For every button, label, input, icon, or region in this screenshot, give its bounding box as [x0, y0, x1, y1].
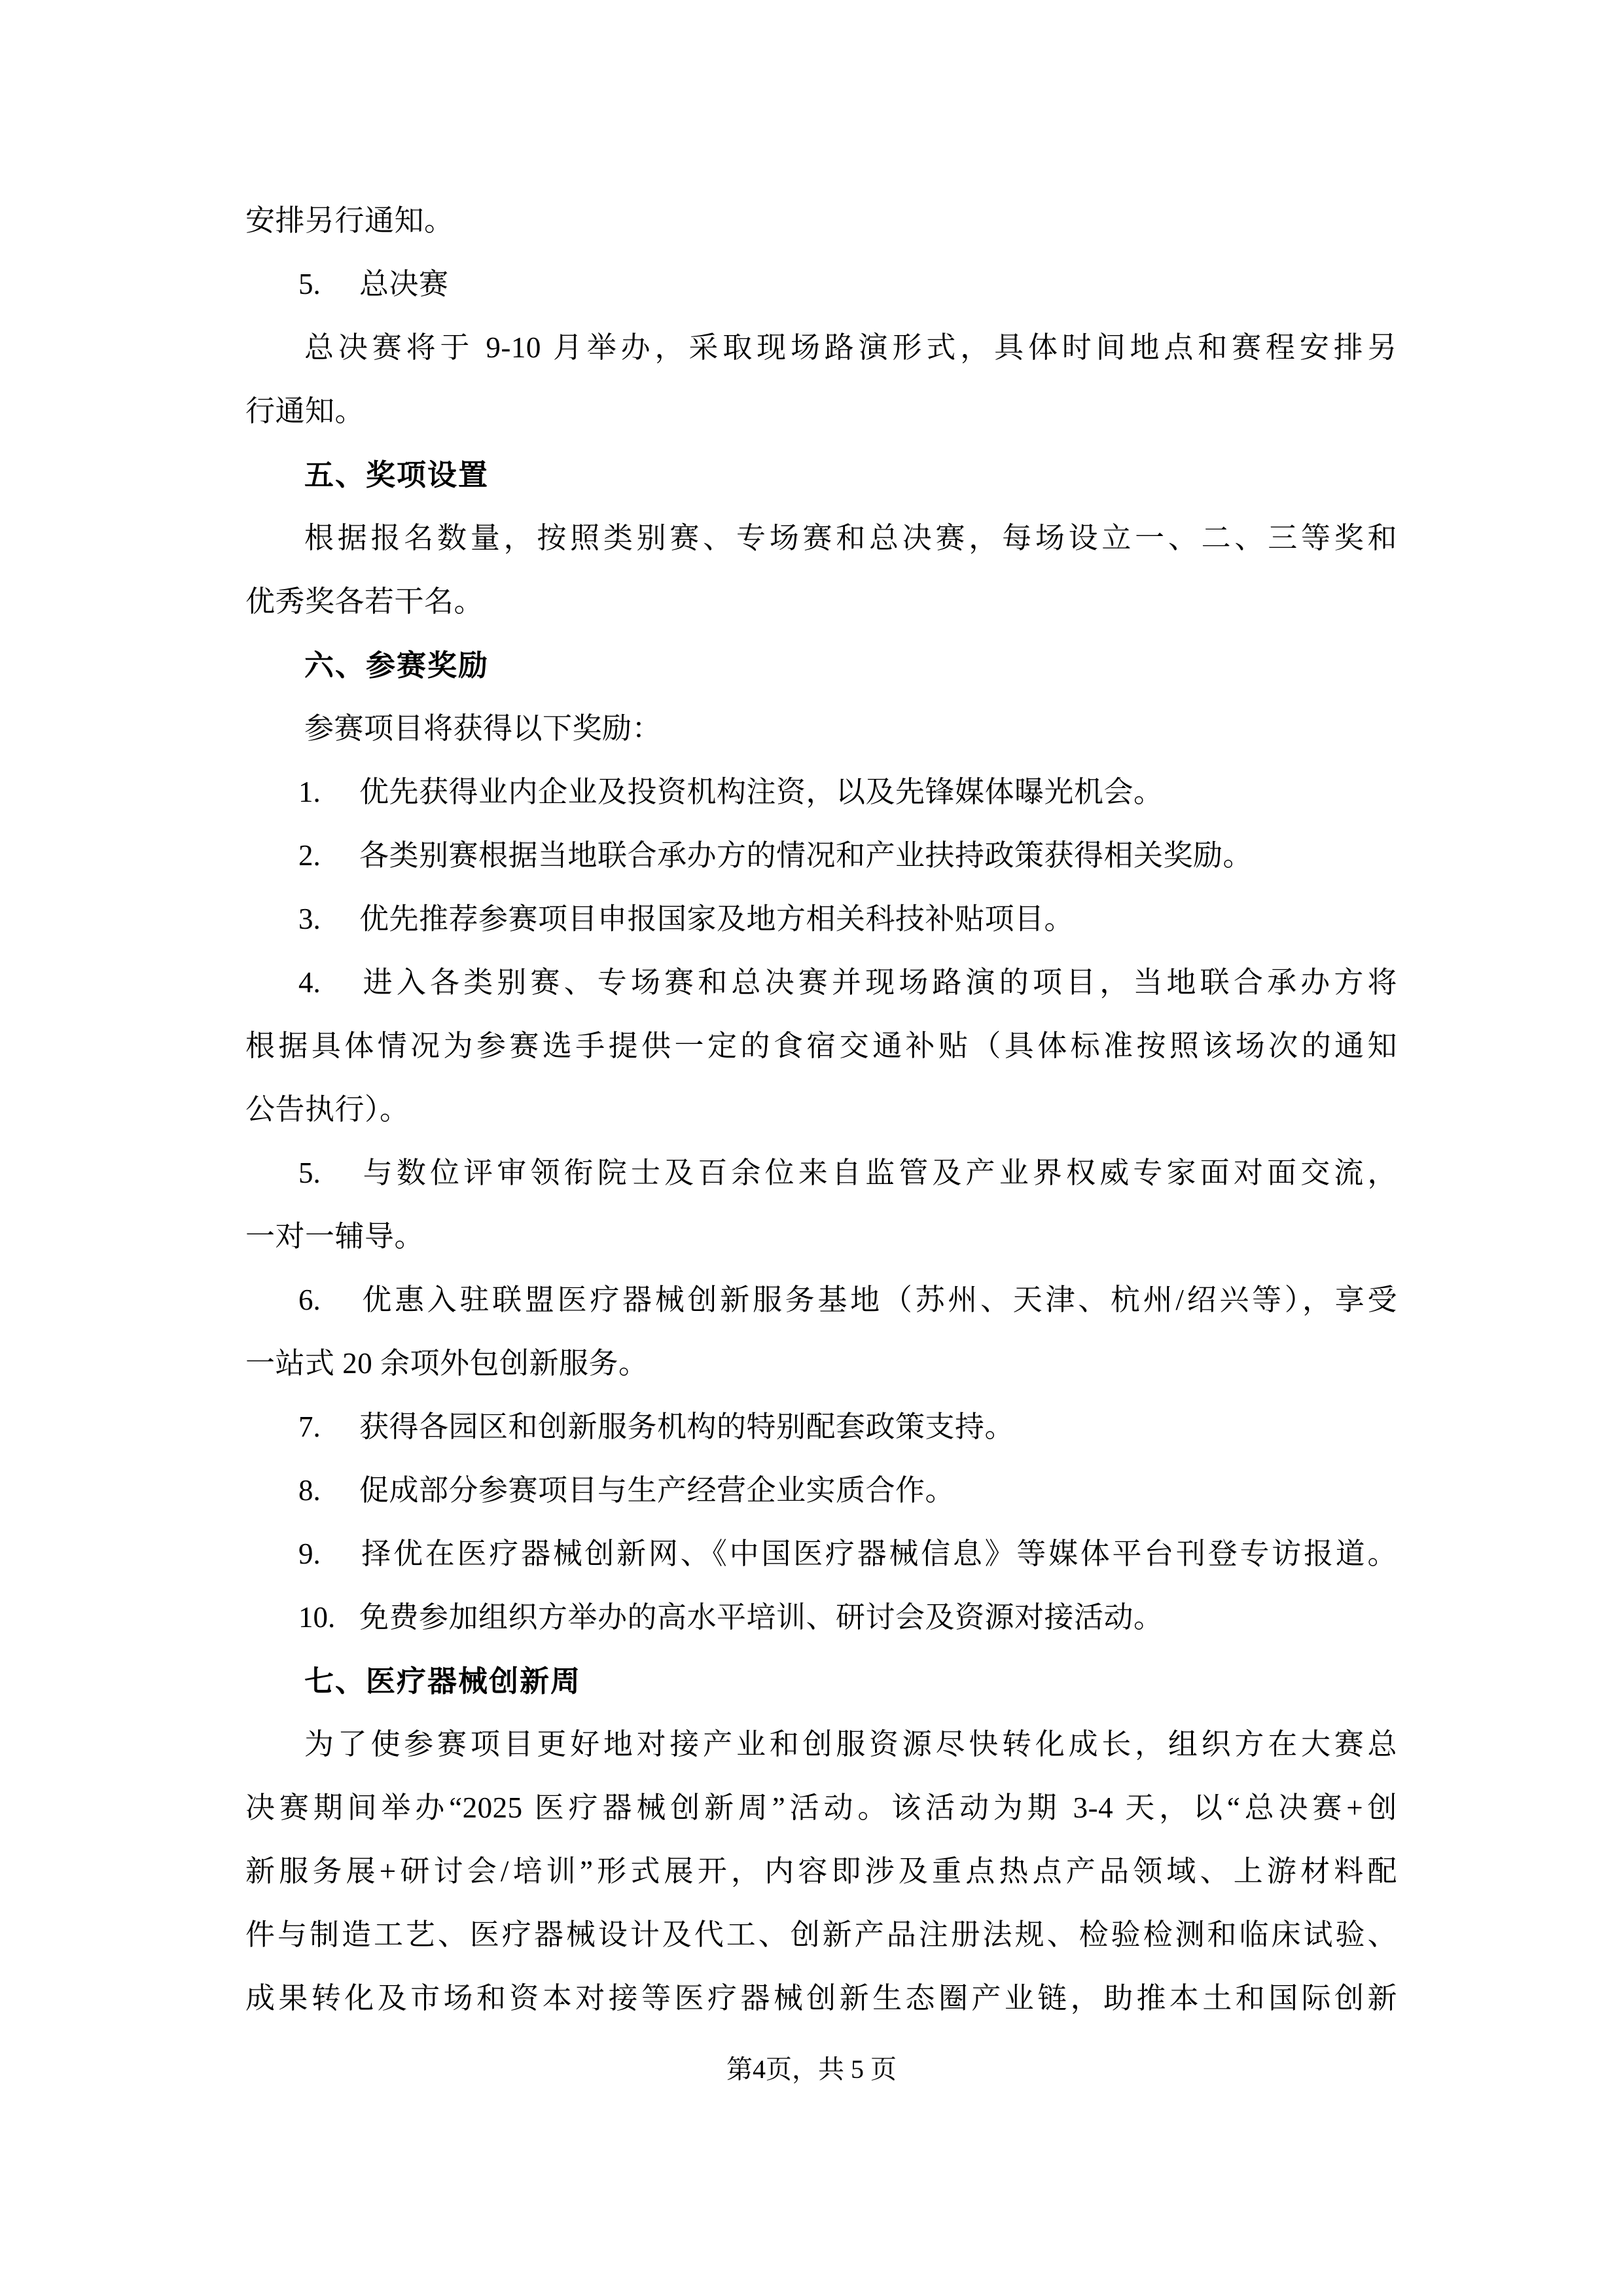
- list-item: [245, 1268, 1397, 1332]
- text-line: 一对一辅导。: [245, 1220, 425, 1253]
- text-line: 总决赛将于 9-10 月举办，采取现场路演形式，具体时间地点和赛程安排另: [304, 331, 1397, 364]
- list-text: 优先推荐参赛项目申报国家及地方相关科技补贴项目。: [359, 903, 1075, 935]
- list-text: 优先获得业内企业及投资机构注资，以及先锋媒体曝光机会。: [359, 776, 1164, 808]
- list-number: 6.: [298, 1283, 321, 1316]
- list-number: 7.: [298, 1410, 321, 1443]
- text-line: 优秀奖各若干名。: [245, 585, 484, 618]
- list-text: 各类别赛根据当地联合承办方的情况和产业扶持政策获得相关奖励。: [359, 839, 1253, 872]
- list-number: 5.: [298, 268, 321, 300]
- page-number-footer: 第4页，共 5 页: [726, 2054, 897, 2084]
- list-item: [245, 1522, 1397, 1586]
- list-number: 10.: [298, 1601, 336, 1634]
- text-line: 一站式 20 余项外包创新服务。: [245, 1347, 649, 1380]
- list-number: 8.: [298, 1474, 321, 1507]
- document-body: [245, 189, 1397, 2030]
- list-text: 免费参加组织方举办的高水平培训、研讨会及资源对接活动。: [359, 1601, 1164, 1634]
- list-text: 优惠入驻联盟医疗器械创新服务基地（苏州、天津、杭州/绍兴等），享受: [359, 1283, 1397, 1316]
- list-number: 4.: [298, 966, 321, 999]
- list-item: [245, 1141, 1397, 1205]
- list-text: 择优在医疗器械创新网、《中国医疗器械信息》等媒体平台刊登专访报道。: [359, 1537, 1397, 1570]
- list-item: [245, 951, 1397, 1014]
- section-heading: 七、医疗器械创新周: [304, 1664, 582, 1698]
- list-text: 总决赛: [359, 268, 449, 300]
- list-number: 5.: [298, 1157, 321, 1189]
- text-line: 新服务展+研讨会/培训”形式展开，内容即涉及重点热点产品领域、上游材料配: [245, 1855, 1397, 1888]
- list-item: [245, 1586, 1397, 1649]
- list-number: 1.: [298, 776, 321, 808]
- list-item: [245, 824, 1397, 888]
- text-line: 根据具体情况为参赛选手提供一定的食宿交通补贴（具体标准按照该场次的通知: [245, 1030, 1397, 1062]
- text-line: 件与制造工艺、医疗器械设计及代工、创新产品注册法规、检验检测和临床试验、: [245, 1918, 1397, 1951]
- list-text: 促成部分参赛项目与生产经营企业实质合作。: [359, 1474, 955, 1507]
- list-item: [245, 1395, 1397, 1459]
- list-item: [245, 1459, 1397, 1522]
- list-text: 与数位评审领衔院士及百余位来自监管及产业界权威专家面对面交流，: [359, 1157, 1397, 1189]
- text-line: 安排另行通知。: [245, 204, 454, 237]
- section-heading: 五、奖项设置: [304, 458, 490, 492]
- text-line: 行通知。: [245, 395, 365, 427]
- text-line: 为了使参赛项目更好地对接产业和创服资源尽快转化成长，组织方在大赛总: [304, 1728, 1397, 1761]
- list-number: 9.: [298, 1537, 321, 1570]
- section-heading: 六、参赛奖励: [304, 649, 490, 682]
- list-text: 获得各园区和创新服务机构的特别配套政策支持。: [359, 1410, 1015, 1443]
- list-text: 进入各类别赛、专场赛和总决赛并现场路演的项目，当地联合承办方将: [359, 966, 1397, 999]
- list-item: [245, 761, 1397, 824]
- list-number: 2.: [298, 839, 321, 872]
- text-line: 公告执行）。: [245, 1093, 410, 1126]
- list-item: [245, 888, 1397, 951]
- text-line: 成果转化及市场和资本对接等医疗器械创新生态圈产业链，助推本土和国际创新: [245, 1982, 1397, 2015]
- text-line: 参赛项目将获得以下奖励：: [304, 712, 662, 745]
- text-line: 决赛期间举办“2025 医疗器械创新周”活动。该活动为期 3-4 天，以“总决赛+创: [245, 1791, 1397, 1824]
- text-line: 根据报名数量，按照类别赛、专场赛和总决赛，每场设立一、二、三等奖和: [304, 522, 1397, 554]
- list-number: 3.: [298, 903, 321, 935]
- list-item: [245, 253, 1397, 316]
